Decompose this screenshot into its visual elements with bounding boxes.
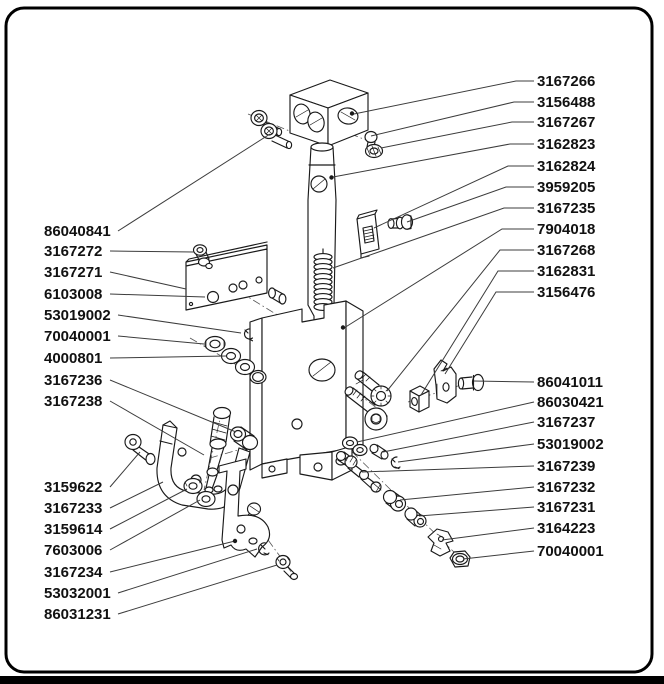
part-flanged-bushing — [384, 491, 406, 512]
part-square-bracket — [357, 210, 379, 258]
part-label: 86041011 — [537, 374, 603, 391]
part-spring — [314, 249, 332, 310]
bottom-black-bar — [0, 676, 664, 684]
part-label: 3167267 — [537, 114, 596, 131]
part-label: 3162831 — [537, 263, 596, 280]
part-label: 3167237 — [537, 414, 596, 431]
part-label: 3167231 — [537, 499, 596, 516]
part-label: 3159622 — [44, 479, 103, 496]
part-label: 86040841 — [44, 223, 111, 240]
part-label: 70040001 — [537, 543, 604, 560]
part-label: 53019002 — [537, 436, 604, 453]
part-pin-left — [125, 435, 155, 465]
part-claw-clip — [428, 529, 453, 556]
part-label: 3167238 — [44, 393, 103, 410]
part-label: 3167232 — [537, 479, 596, 496]
part-label: 53032001 — [44, 585, 111, 602]
part-label: 3156488 — [537, 94, 596, 111]
part-label: 53019002 — [44, 307, 111, 324]
part-screws-pair — [251, 111, 292, 149]
part-hex-nut-left — [205, 337, 225, 352]
part-label: 70040001 — [44, 328, 111, 345]
part-label: 3167268 — [537, 242, 596, 259]
part-label: 86031231 — [44, 606, 111, 623]
part-label: 3162823 — [537, 136, 596, 153]
part-notched-clamp — [434, 360, 456, 403]
part-eclip-right — [391, 457, 400, 469]
part-labels-right — [537, 73, 604, 560]
part-label: 4000801 — [44, 350, 103, 367]
part-label: 7904018 — [537, 221, 596, 238]
part-label: 6103008 — [44, 286, 103, 303]
part-bracket-screw — [388, 215, 413, 229]
part-label: 86030421 — [537, 394, 604, 411]
part-label: 3167271 — [44, 264, 103, 281]
part-dowel-pin — [269, 288, 286, 304]
part-label: 3167266 — [537, 73, 596, 90]
part-bottom-screw — [276, 556, 298, 580]
part-label: 3156476 — [537, 284, 596, 301]
part-label: 3159614 — [44, 521, 103, 538]
part-label: 3167233 — [44, 500, 103, 517]
part-slot-block — [410, 386, 429, 412]
part-label: 3167239 — [537, 458, 596, 475]
part-label: 3167235 — [537, 200, 596, 217]
part-label: 3162824 — [537, 158, 596, 175]
part-label: 3164223 — [537, 520, 596, 537]
part-label: 7603006 — [44, 542, 103, 559]
part-label: 3167234 — [44, 564, 103, 581]
part-labels-left — [44, 223, 111, 623]
part-label: 3959205 — [537, 179, 596, 196]
part-label: 3167272 — [44, 243, 103, 260]
part-cylinder — [405, 508, 426, 527]
part-rivet — [458, 375, 483, 391]
part-label: 3167236 — [44, 372, 103, 389]
